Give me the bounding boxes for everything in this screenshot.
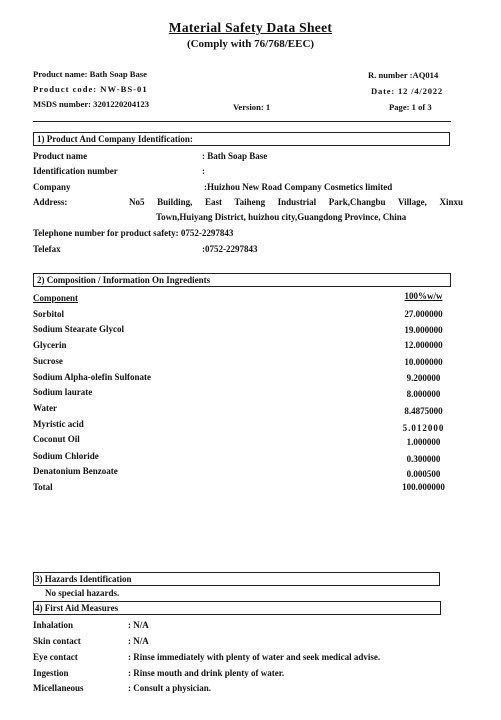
header-msds-number: MSDS number: 3201220204123: [33, 99, 150, 109]
ingredient-name: Coconut Oil: [33, 434, 80, 444]
ingredient-name: Sucrose: [33, 356, 63, 366]
section3-text: No special hazards.: [45, 588, 120, 598]
header-date: Date: 12 /4/2022: [371, 86, 443, 96]
header-divider: [33, 121, 451, 122]
ingredient-value: 5.012000: [402, 423, 445, 433]
section1-address-label: Address:: [33, 197, 68, 207]
section1-telefax-label: Telefax: [33, 244, 61, 254]
ingredient-name: Sodium Stearate Glycol: [33, 324, 124, 334]
ingredient-value: 12.000000: [404, 340, 443, 350]
section1-label-company: Company: [33, 182, 71, 192]
ingredient-value: 27.000000: [404, 309, 443, 319]
section4-heading: 4) First Aid Measures: [33, 601, 441, 615]
header-version: Version: 1: [233, 102, 271, 112]
section1-address-line2: Town,Huiyang District, huizhou city,Guangdong Province, China: [156, 212, 407, 222]
section1-value-company: :Huizhou New Road Company Cosmetics limited: [204, 182, 393, 192]
section1-telefax-value: :0752-2297843: [202, 244, 258, 254]
ingredient-value: 10.000000: [404, 357, 443, 367]
component-column-header: Component: [33, 293, 79, 303]
header-product-name: Product name: Bath Soap Base: [33, 69, 147, 79]
ingredient-name-total: Total: [33, 482, 53, 492]
section4-value-miscellaneous: : Consult a physician.: [128, 683, 212, 693]
ingredient-value-total: 100.000000: [402, 482, 445, 492]
ingredient-value: 8.000000: [406, 389, 441, 399]
ingredient-name: Denatonium Benzoate: [33, 466, 118, 476]
ingredient-name: Sodium Alpha-olefin Sulfonate: [33, 372, 152, 382]
header-product-code: Product code: NW-BS-01: [33, 84, 148, 94]
ingredient-name: Sodium Chloride: [33, 451, 99, 461]
section1-telephone: Telephone number for product safety: 0752-2297843: [33, 228, 234, 238]
section1-heading: 1) Product And Company Identification:: [33, 132, 450, 146]
section4-label-ingestion: Ingestion: [33, 668, 69, 678]
section4-label-miscellaneous: Micellaneous: [33, 683, 84, 693]
value-column-header: 100%w/w: [404, 291, 443, 301]
section4-value-eye-contact: : Rinse immediately with plenty of water and seek medical advise.: [128, 652, 381, 662]
section4-value-skin-contact: : N/A: [128, 636, 149, 646]
header-page: Page: 1 of 3: [389, 102, 432, 112]
ingredient-value: 1.000000: [406, 437, 441, 447]
section4-label-eye-contact: Eye contact: [33, 652, 78, 662]
header-r-number: R. number :AQ014: [368, 70, 439, 80]
ingredient-name: Glycerin: [33, 340, 67, 350]
section4-label-skin-contact: Skin contact: [33, 636, 81, 646]
ingredient-value: 8.4875000: [404, 406, 443, 416]
section1-label-product-name: Product name: [33, 151, 88, 161]
ingredient-value: 0.300000: [406, 454, 441, 464]
ingredient-name: Sorbitol: [33, 309, 65, 319]
ingredient-value: 19.000000: [404, 325, 443, 335]
section4-value-ingestion: : Rinse mouth and drink plenty of water.: [128, 668, 285, 678]
ingredient-name: Myristic acid: [33, 419, 84, 429]
document-subtitle: (Comply with 76/768/EEC): [186, 38, 315, 50]
section3-heading: 3) Hazards Identification: [33, 572, 440, 586]
section4-label-inhalation: Inhalation: [33, 620, 74, 630]
section1-value-identification-number: :: [202, 166, 205, 176]
section1-address-line1: No5 Building, East Taiheng Industrial Park,Changbu Village, Xinxu: [129, 197, 463, 207]
section2-heading: 2) Composition / Information On Ingredients: [33, 273, 451, 287]
section1-value-product-name: : Bath Soap Base: [202, 151, 268, 161]
ingredient-name: Sodium laurate: [33, 387, 93, 397]
ingredient-name: Water: [33, 403, 57, 413]
document-title: Material Safety Data Sheet: [168, 20, 333, 35]
section1-label-identification-number: Identification number: [33, 166, 118, 176]
ingredient-value: 0.000500: [406, 469, 441, 479]
ingredient-value: 9.200000: [406, 373, 441, 383]
section4-value-inhalation: : N/A: [128, 620, 149, 630]
